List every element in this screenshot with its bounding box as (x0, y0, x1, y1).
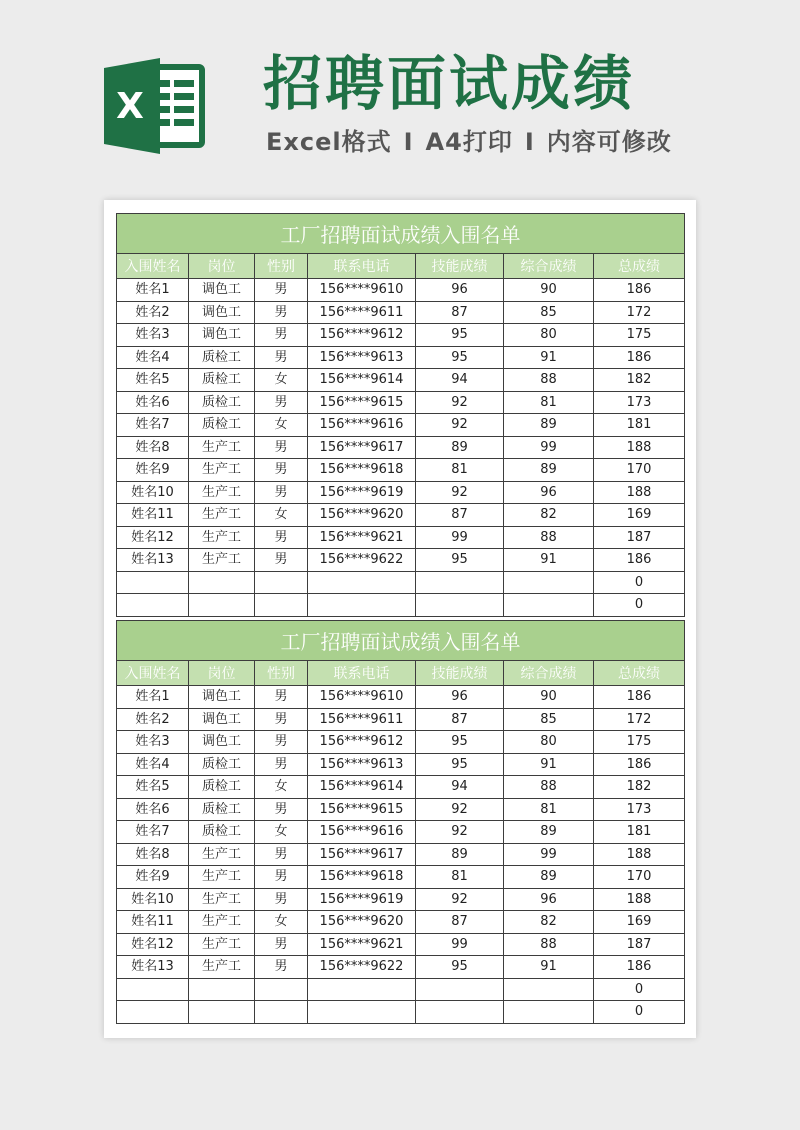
table-cell[interactable]: 99 (504, 436, 594, 459)
table-cell[interactable]: 88 (504, 933, 594, 956)
table-cell[interactable]: 95 (416, 753, 504, 776)
table-header-row (117, 661, 685, 686)
table-cell[interactable]: 186 (594, 549, 685, 572)
column-header: 技能成绩 (416, 661, 504, 686)
table-cell[interactable]: 生产工 (189, 843, 255, 866)
table-cell[interactable]: 男 (255, 526, 308, 549)
table-cell[interactable]: 姓名4 (117, 346, 189, 369)
table-cell[interactable]: 女 (255, 776, 308, 799)
table-cell[interactable]: 89 (504, 821, 594, 844)
table-cell[interactable]: 92 (416, 481, 504, 504)
table-cell[interactable]: 男 (255, 686, 308, 709)
table-cell[interactable] (255, 571, 308, 594)
table-row (117, 843, 685, 866)
table-cell[interactable]: 96 (504, 888, 594, 911)
table-cell[interactable]: 姓名7 (117, 414, 189, 437)
subtitle-editable: 内容可修改 (546, 128, 672, 156)
table-cell[interactable]: 99 (416, 526, 504, 549)
table-cell[interactable]: 172 (594, 301, 685, 324)
table-cell[interactable]: 姓名9 (117, 459, 189, 482)
table-row (117, 753, 685, 776)
table-cell[interactable]: 生产工 (189, 436, 255, 459)
table-row (117, 978, 685, 1001)
table-cell[interactable]: 99 (504, 843, 594, 866)
table-cell[interactable]: 89 (504, 459, 594, 482)
table-cell[interactable]: 男 (255, 888, 308, 911)
table-cell[interactable]: 156****9618 (308, 459, 416, 482)
table-cell[interactable]: 173 (594, 391, 685, 414)
table-cell[interactable]: 182 (594, 369, 685, 392)
table-cell[interactable]: 姓名9 (117, 866, 189, 889)
table-cell[interactable]: 96 (416, 279, 504, 302)
table-cell[interactable] (308, 571, 416, 594)
table-cell[interactable]: 156****9613 (308, 346, 416, 369)
table-cell[interactable]: 88 (504, 776, 594, 799)
table-cell[interactable]: 81 (416, 459, 504, 482)
table-cell[interactable]: 172 (594, 708, 685, 731)
table-cell[interactable]: 92 (416, 391, 504, 414)
table-cell[interactable]: 91 (504, 549, 594, 572)
column-header: 性别 (255, 661, 308, 686)
table-cell[interactable]: 156****9622 (308, 956, 416, 979)
column-header: 总成绩 (594, 661, 685, 686)
table-cell[interactable]: 181 (594, 414, 685, 437)
table-cell[interactable] (117, 594, 189, 617)
table-cell[interactable]: 女 (255, 821, 308, 844)
table-title: 工厂招聘面试成绩入围名单 (117, 214, 685, 254)
table-cell[interactable]: 姓名2 (117, 708, 189, 731)
table-cell[interactable]: 姓名10 (117, 481, 189, 504)
table-cell[interactable]: 99 (416, 933, 504, 956)
column-header: 综合成绩 (504, 661, 594, 686)
table-cell[interactable]: 质检工 (189, 776, 255, 799)
table-row (117, 594, 685, 617)
table-cell[interactable]: 156****9617 (308, 436, 416, 459)
table-cell[interactable]: 156****9619 (308, 888, 416, 911)
table-row (117, 549, 685, 572)
table-cell[interactable]: 生产工 (189, 549, 255, 572)
table-cell[interactable]: 156****9613 (308, 753, 416, 776)
table-cell[interactable]: 姓名12 (117, 526, 189, 549)
table-cell[interactable]: 187 (594, 933, 685, 956)
table-cell[interactable]: 188 (594, 436, 685, 459)
table-cell[interactable]: 男 (255, 549, 308, 572)
table-cell[interactable] (117, 571, 189, 594)
table-row (117, 1001, 685, 1024)
table-cell[interactable]: 91 (504, 753, 594, 776)
subtitle (266, 124, 672, 160)
table-cell[interactable]: 男 (255, 731, 308, 754)
table-cell[interactable]: 186 (594, 686, 685, 709)
table-cell[interactable] (255, 978, 308, 1001)
table-cell[interactable]: 姓名2 (117, 301, 189, 324)
table-cell[interactable]: 女 (255, 369, 308, 392)
table-cell[interactable] (504, 571, 594, 594)
table-cell[interactable]: 姓名5 (117, 369, 189, 392)
table-row (117, 346, 685, 369)
table-row (117, 776, 685, 799)
table-row (117, 731, 685, 754)
table-cell[interactable]: 91 (504, 346, 594, 369)
table-cell[interactable]: 姓名7 (117, 821, 189, 844)
table-cell[interactable]: 89 (416, 436, 504, 459)
table-cell[interactable]: 95 (416, 731, 504, 754)
table-cell[interactable]: 95 (416, 549, 504, 572)
table-cell[interactable]: 88 (504, 526, 594, 549)
table-cell[interactable]: 156****9621 (308, 933, 416, 956)
table-row (117, 459, 685, 482)
table-cell[interactable]: 姓名3 (117, 731, 189, 754)
table-row (117, 279, 685, 302)
table-title-row (117, 621, 685, 661)
column-header: 综合成绩 (504, 254, 594, 279)
table-row (117, 956, 685, 979)
table-cell[interactable]: 170 (594, 866, 685, 889)
table-cell[interactable]: 0 (594, 571, 685, 594)
column-header: 入围姓名 (117, 254, 189, 279)
table-cell[interactable]: 男 (255, 866, 308, 889)
table-cell[interactable]: 188 (594, 481, 685, 504)
table-cell[interactable]: 男 (255, 843, 308, 866)
table-row (117, 324, 685, 347)
table-cell[interactable]: 92 (416, 821, 504, 844)
table-cell[interactable]: 156****9617 (308, 843, 416, 866)
table-cell[interactable]: 188 (594, 843, 685, 866)
subtitle-separator: I (403, 128, 414, 156)
table-cell[interactable]: 87 (416, 504, 504, 527)
paper-sheet (104, 200, 696, 1038)
table-cell[interactable] (308, 594, 416, 617)
table-cell[interactable]: 188 (594, 888, 685, 911)
table-cell[interactable] (416, 571, 504, 594)
table-cell[interactable]: 156****9618 (308, 866, 416, 889)
table-cell[interactable]: 95 (416, 324, 504, 347)
table-cell[interactable] (117, 978, 189, 1001)
table-cell[interactable] (117, 1001, 189, 1024)
table-cell[interactable] (189, 594, 255, 617)
table-cell[interactable]: 质检工 (189, 798, 255, 821)
table-cell[interactable]: 81 (504, 391, 594, 414)
table-cell[interactable] (416, 978, 504, 1001)
table-row (117, 571, 685, 594)
table-cell[interactable]: 姓名4 (117, 753, 189, 776)
table-cell[interactable]: 女 (255, 504, 308, 527)
table-cell[interactable]: 186 (594, 279, 685, 302)
table-cell[interactable] (189, 571, 255, 594)
table-cell[interactable]: 质检工 (189, 821, 255, 844)
table-cell[interactable]: 87 (416, 911, 504, 934)
table-cell[interactable]: 95 (416, 346, 504, 369)
table-cell[interactable]: 生产工 (189, 866, 255, 889)
table-cell[interactable]: 156****9610 (308, 279, 416, 302)
table-row (117, 301, 685, 324)
column-header: 总成绩 (594, 254, 685, 279)
table-row (117, 391, 685, 414)
table-cell[interactable] (189, 978, 255, 1001)
table-cell[interactable]: 质检工 (189, 753, 255, 776)
table-cell[interactable]: 生产工 (189, 504, 255, 527)
table-cell[interactable]: 调色工 (189, 324, 255, 347)
table-row (117, 821, 685, 844)
table-cell[interactable] (504, 978, 594, 1001)
table-row (117, 708, 685, 731)
table-cell[interactable]: 85 (504, 708, 594, 731)
table-cell[interactable]: 姓名12 (117, 933, 189, 956)
table-cell[interactable]: 187 (594, 526, 685, 549)
table-cell[interactable]: 170 (594, 459, 685, 482)
table-cell[interactable]: 男 (255, 346, 308, 369)
table-cell[interactable]: 姓名6 (117, 391, 189, 414)
table-cell[interactable]: 姓名1 (117, 279, 189, 302)
table-cell[interactable] (255, 1001, 308, 1024)
subtitle-separator: I (524, 128, 535, 156)
score-table (116, 213, 685, 617)
table-row (117, 798, 685, 821)
table-cell[interactable]: 156****9616 (308, 414, 416, 437)
table-cell[interactable]: 生产工 (189, 526, 255, 549)
table-cell[interactable]: 156****9610 (308, 686, 416, 709)
table-row (117, 686, 685, 709)
page-title: 招聘面试成绩 (263, 49, 636, 118)
table-title: 工厂招聘面试成绩入围名单 (117, 621, 685, 661)
column-header: 岗位 (189, 661, 255, 686)
table-cell[interactable]: 0 (594, 978, 685, 1001)
table-cell[interactable]: 姓名1 (117, 686, 189, 709)
table-cell[interactable]: 姓名11 (117, 911, 189, 934)
table-cell[interactable]: 87 (416, 708, 504, 731)
table-cell[interactable]: 女 (255, 911, 308, 934)
table-cell[interactable]: 92 (416, 798, 504, 821)
table-row (117, 436, 685, 459)
table-cell[interactable]: 82 (504, 911, 594, 934)
table-cell[interactable]: 调色工 (189, 279, 255, 302)
table-cell[interactable]: 调色工 (189, 708, 255, 731)
table-cell[interactable]: 156****9612 (308, 731, 416, 754)
subtitle-print: A4打印 (425, 128, 513, 156)
table-cell[interactable]: 姓名8 (117, 436, 189, 459)
table-cell[interactable]: 0 (594, 594, 685, 617)
table-cell[interactable]: 男 (255, 481, 308, 504)
table-cell[interactable]: 90 (504, 686, 594, 709)
table-cell[interactable]: 169 (594, 504, 685, 527)
table-header-row (117, 254, 685, 279)
table-cell[interactable]: 男 (255, 956, 308, 979)
table-row (117, 504, 685, 527)
table-cell[interactable]: 姓名6 (117, 798, 189, 821)
column-header: 岗位 (189, 254, 255, 279)
table-cell[interactable] (504, 1001, 594, 1024)
table-cell[interactable] (255, 594, 308, 617)
table-cell[interactable]: 94 (416, 369, 504, 392)
table-cell[interactable]: 88 (504, 369, 594, 392)
table-cell[interactable]: 186 (594, 956, 685, 979)
table-cell[interactable]: 80 (504, 731, 594, 754)
table-cell[interactable]: 175 (594, 731, 685, 754)
table-cell[interactable] (189, 1001, 255, 1024)
table-cell[interactable]: 89 (504, 866, 594, 889)
table-cell[interactable]: 生产工 (189, 933, 255, 956)
score-table (116, 620, 685, 1024)
column-header: 入围姓名 (117, 661, 189, 686)
table-cell[interactable]: 男 (255, 324, 308, 347)
table-cell[interactable]: 姓名13 (117, 956, 189, 979)
table-cell[interactable]: 96 (504, 481, 594, 504)
table-cell[interactable]: 81 (504, 798, 594, 821)
table-cell[interactable] (416, 1001, 504, 1024)
table-cell[interactable]: 186 (594, 753, 685, 776)
table-row (117, 866, 685, 889)
table-cell[interactable] (416, 594, 504, 617)
table-row (117, 888, 685, 911)
table-cell[interactable]: 82 (504, 504, 594, 527)
table-cell[interactable]: 姓名13 (117, 549, 189, 572)
table-cell[interactable] (308, 978, 416, 1001)
table-cell[interactable]: 156****9614 (308, 776, 416, 799)
table-cell[interactable]: 80 (504, 324, 594, 347)
table-cell[interactable]: 156****9620 (308, 911, 416, 934)
table-title-row (117, 214, 685, 254)
table-cell[interactable] (308, 1001, 416, 1024)
table-cell[interactable]: 调色工 (189, 301, 255, 324)
table-cell[interactable]: 生产工 (189, 481, 255, 504)
table-cell[interactable]: 169 (594, 911, 685, 934)
table-cell[interactable]: 0 (594, 1001, 685, 1024)
table-cell[interactable]: 男 (255, 279, 308, 302)
table-cell[interactable]: 92 (416, 888, 504, 911)
table-cell[interactable]: 男 (255, 933, 308, 956)
table-cell[interactable]: 156****9615 (308, 391, 416, 414)
table-cell[interactable]: 87 (416, 301, 504, 324)
column-header: 技能成绩 (416, 254, 504, 279)
table-cell[interactable]: 生产工 (189, 888, 255, 911)
table-cell[interactable]: 调色工 (189, 686, 255, 709)
table-cell[interactable]: 男 (255, 436, 308, 459)
table-cell[interactable]: 81 (416, 866, 504, 889)
excel-logo-icon (104, 58, 210, 154)
column-header: 性别 (255, 254, 308, 279)
table-row (117, 911, 685, 934)
table-cell[interactable]: 姓名5 (117, 776, 189, 799)
table-cell[interactable]: 90 (504, 279, 594, 302)
table-cell[interactable]: 156****9612 (308, 324, 416, 347)
table-cell[interactable]: 156****9621 (308, 526, 416, 549)
table-cell[interactable]: 156****9616 (308, 821, 416, 844)
table-cell[interactable]: 生产工 (189, 911, 255, 934)
table-cell[interactable]: 男 (255, 708, 308, 731)
table-cell[interactable]: 姓名10 (117, 888, 189, 911)
table-cell[interactable]: 181 (594, 821, 685, 844)
table-cell[interactable]: 男 (255, 753, 308, 776)
table-row (117, 369, 685, 392)
table-cell[interactable]: 女 (255, 414, 308, 437)
table-cell[interactable]: 质检工 (189, 391, 255, 414)
table-cell[interactable]: 调色工 (189, 731, 255, 754)
excel-logo-letter: X (116, 86, 144, 127)
table-row (117, 526, 685, 549)
table-cell[interactable]: 89 (416, 843, 504, 866)
table-cell[interactable]: 156****9611 (308, 301, 416, 324)
table-cell[interactable]: 85 (504, 301, 594, 324)
table-cell[interactable]: 姓名8 (117, 843, 189, 866)
table-row (117, 414, 685, 437)
table-cell[interactable]: 质检工 (189, 414, 255, 437)
column-header: 联系电话 (308, 661, 416, 686)
table-cell[interactable]: 156****9614 (308, 369, 416, 392)
table-cell[interactable]: 男 (255, 459, 308, 482)
table-cell[interactable] (504, 594, 594, 617)
table-row (117, 481, 685, 504)
table-cell[interactable]: 92 (416, 414, 504, 437)
table-cell[interactable]: 182 (594, 776, 685, 799)
table-cell[interactable]: 95 (416, 956, 504, 979)
table-cell[interactable]: 94 (416, 776, 504, 799)
table-row (117, 933, 685, 956)
table-cell[interactable]: 质检工 (189, 346, 255, 369)
table-cell[interactable]: 姓名3 (117, 324, 189, 347)
table-cell[interactable]: 姓名11 (117, 504, 189, 527)
table-cell[interactable]: 96 (416, 686, 504, 709)
table-cell[interactable]: 173 (594, 798, 685, 821)
column-header: 联系电话 (308, 254, 416, 279)
table-cell[interactable]: 156****9620 (308, 504, 416, 527)
table-cell[interactable]: 男 (255, 798, 308, 821)
table-cell[interactable]: 男 (255, 301, 308, 324)
table-cell[interactable]: 156****9622 (308, 549, 416, 572)
table-cell[interactable]: 生产工 (189, 956, 255, 979)
table-cell[interactable]: 186 (594, 346, 685, 369)
table-cell[interactable]: 89 (504, 414, 594, 437)
table-cell[interactable]: 91 (504, 956, 594, 979)
table-cell[interactable]: 生产工 (189, 459, 255, 482)
table-cell[interactable]: 质检工 (189, 369, 255, 392)
table-cell[interactable]: 男 (255, 391, 308, 414)
table-cell[interactable]: 156****9611 (308, 708, 416, 731)
table-cell[interactable]: 175 (594, 324, 685, 347)
subtitle-format: Excel格式 (266, 128, 392, 156)
table-cell[interactable]: 156****9615 (308, 798, 416, 821)
table-cell[interactable]: 156****9619 (308, 481, 416, 504)
